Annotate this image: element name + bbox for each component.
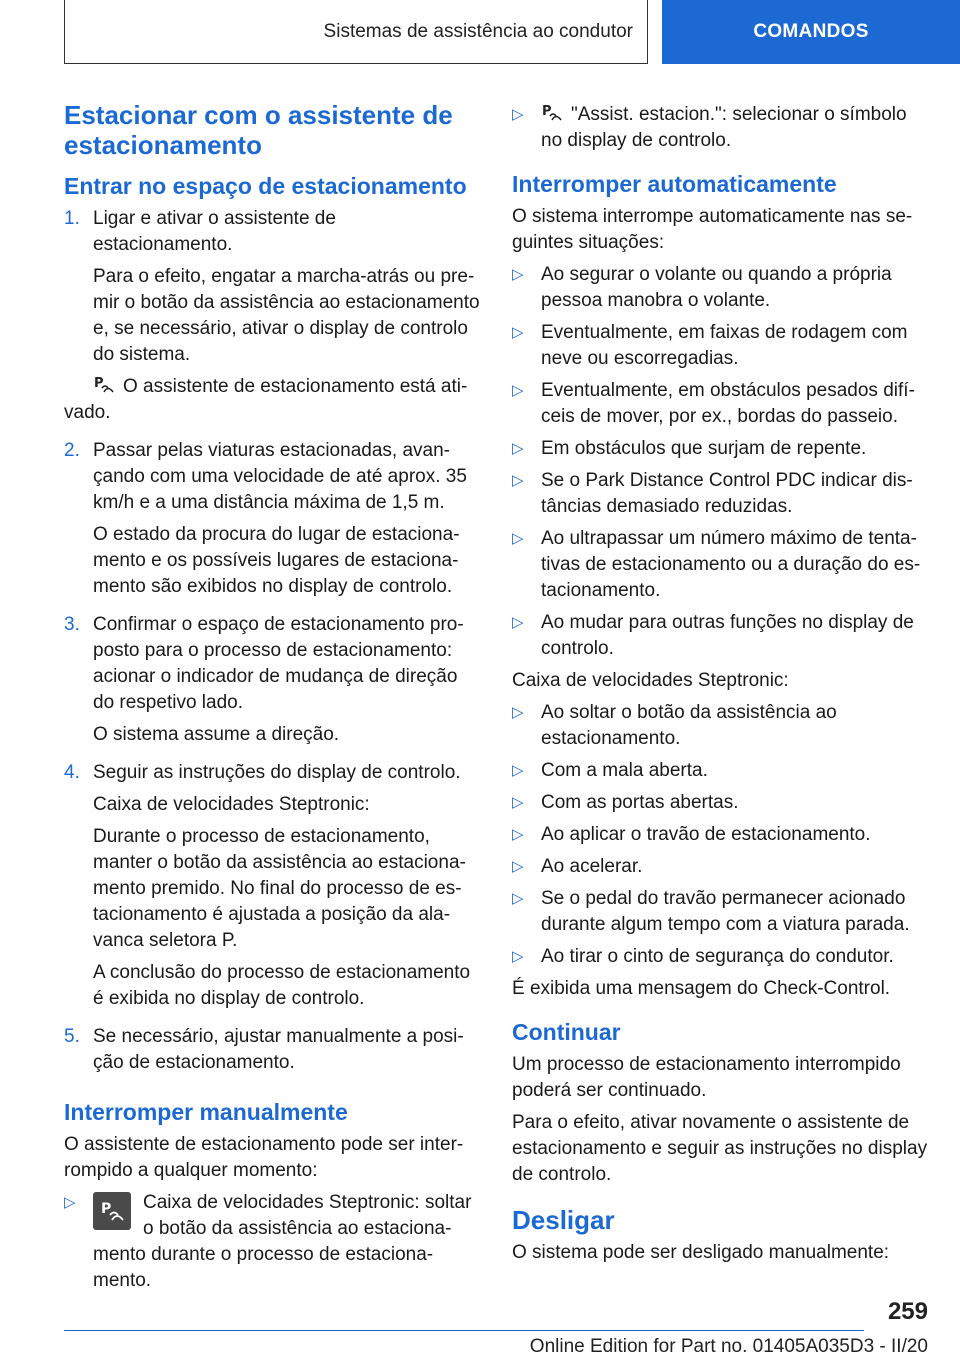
list-item bbox=[512, 262, 928, 314]
bullet-text: Ao mudar para outras funções no display de controlo. bbox=[541, 612, 914, 659]
step-number: 4. bbox=[64, 762, 80, 783]
header-section bbox=[64, 0, 648, 64]
bullet-text: Ao soltar o botão da assistência ao estacionamento. bbox=[541, 702, 837, 749]
step-icon-text: O assistente de estacionamento está ativado. bbox=[64, 376, 468, 423]
heading-enter-space: Entrar no espaço de estacionamento bbox=[64, 173, 467, 199]
list-item bbox=[512, 102, 928, 154]
svg-text:P: P bbox=[542, 104, 552, 119]
step-3 bbox=[64, 612, 480, 754]
list-item bbox=[512, 886, 928, 938]
bullet-text: "Assist. estacion.": selecionar o símbolo no display de controlo. bbox=[541, 104, 907, 151]
step-5 bbox=[64, 1024, 480, 1082]
page-title: Estacionar com o assistente de estacionamento bbox=[64, 100, 453, 160]
list-item bbox=[512, 822, 928, 848]
bullet-text: Ao acelerar. bbox=[541, 856, 643, 877]
list-item bbox=[512, 790, 928, 816]
bullet-triangle-icon: ▷ bbox=[512, 266, 524, 283]
heading-continue: Continuar bbox=[512, 1019, 621, 1045]
bullet-text: Se o pedal do travão permanecer acionado durante algum tempo com a viatura parada. bbox=[541, 888, 910, 935]
list-item bbox=[512, 944, 928, 970]
bullet-triangle-icon: ▷ bbox=[512, 324, 524, 341]
list-item bbox=[64, 1190, 480, 1294]
svg-text:P: P bbox=[94, 376, 104, 391]
step-1 bbox=[64, 206, 480, 432]
list-item bbox=[512, 610, 928, 662]
continue-text-1: Um processo de estacionamento interrompido poderá ser continuado. bbox=[512, 1054, 901, 1101]
step-text: Ligar e ativar o assistente de estacionamento. bbox=[93, 208, 336, 255]
right-column bbox=[512, 102, 928, 1272]
footer-divider bbox=[64, 1330, 864, 1331]
bullet-triangle-icon: ▷ bbox=[512, 794, 524, 811]
bullet-text: Ao aplicar o travão de estacionamento. bbox=[541, 824, 871, 845]
steptronic-list bbox=[512, 700, 928, 970]
step-text: O estado da procura do lugar de estacionamento e os possíveis lugares de estacionamento são exibidos no display de controlo. bbox=[93, 524, 460, 597]
step-icon-line bbox=[64, 374, 480, 426]
left-column bbox=[64, 100, 480, 1300]
bullet-text: Com a mala aberta. bbox=[541, 760, 708, 781]
bullet-triangle-icon: ▷ bbox=[512, 858, 524, 875]
step-4 bbox=[64, 760, 480, 1018]
bullet-text: Eventualmente, em obstáculos pesados difíceis de mover, por ex., bordas do passeio. bbox=[541, 380, 915, 427]
step-text: A conclusão do processo de estacionamento é exibida no display de controlo. bbox=[93, 962, 471, 1009]
bullet-text: Ao segurar o volante ou quando a própria pessoa manobra o volante. bbox=[541, 264, 892, 311]
auto-stop-list bbox=[512, 262, 928, 662]
bullet-triangle-icon: ▷ bbox=[512, 948, 524, 965]
step-text: Se necessário, ajustar manualmente a posição de estacionamento. bbox=[93, 1026, 464, 1073]
bullet-triangle-icon: ▷ bbox=[512, 472, 524, 489]
list-item bbox=[512, 378, 928, 430]
step-text: Durante o processo de estacionamento, manter o botão da assistência ao estacionamento premido. No final do processo de estacionamento é ajustada a posição da alavanca seletora P. bbox=[93, 826, 466, 951]
bullet-text: Ao tirar o cinto de segurança do condutor. bbox=[541, 946, 894, 967]
list-item bbox=[512, 320, 928, 372]
continue-text-2: Para o efeito, ativar novamente o assistente de estacionamento e seguir as instruções no display de controlo. bbox=[512, 1112, 928, 1185]
bullet-triangle-icon: ▷ bbox=[512, 382, 524, 399]
step-number: 3. bbox=[64, 614, 80, 635]
bullet-text: Se o Park Distance Control PDC indicar distâncias demasiado reduzidas. bbox=[541, 470, 913, 517]
step-text: Para o efeito, engatar a marcha-atrás ou premir o botão da assistência ao estacionamento e, se necessário, ativar o display de controlo do sistema. bbox=[93, 266, 480, 365]
park-assist-icon bbox=[541, 102, 563, 124]
manual-stop-intro: O assistente de estacionamento pode ser interrompido a qualquer momento: bbox=[64, 1134, 464, 1181]
bullet-text: Eventualmente, em faixas de rodagem com neve ou escorregadias. bbox=[541, 322, 908, 369]
step-number: 5. bbox=[64, 1026, 80, 1047]
bullet-triangle-icon: ▷ bbox=[512, 440, 524, 457]
steptronic-label: Caixa de velocidades Steptronic: bbox=[512, 670, 789, 691]
bullet-text: Em obstáculos que surjam de repente. bbox=[541, 438, 867, 459]
page-number: 259 bbox=[887, 1298, 928, 1325]
step-text: Passar pelas viaturas estacionadas, avançando com uma velocidade de até aprox. 35 km/h e a uma distância máxima de 1,5 m. bbox=[93, 440, 467, 513]
step-number: 1. bbox=[64, 208, 80, 229]
bullet-text: Com as portas abertas. bbox=[541, 792, 739, 813]
bullet-triangle-icon: ▷ bbox=[512, 704, 524, 721]
bullet-triangle-icon: ▷ bbox=[512, 890, 524, 907]
check-control-message: É exibida uma mensagem do Check-Control. bbox=[512, 978, 891, 999]
list-item bbox=[512, 854, 928, 880]
switch-off-text: O sistema pode ser desligado manualmente: bbox=[512, 1242, 890, 1263]
bullet-triangle-icon: ▷ bbox=[512, 530, 524, 547]
park-assist-icon bbox=[93, 374, 115, 396]
step-text: Confirmar o espaço de estacionamento proposto para o processo de estacionamento: acionar o indicador de mudança de direção do respetivo lado. bbox=[93, 614, 464, 713]
step-text: Caixa de velocidades Steptronic: bbox=[93, 794, 370, 815]
heading-manual-stop: Interromper manualmente bbox=[64, 1099, 348, 1125]
step-text: Seguir as instruções do display de controlo. bbox=[93, 762, 461, 783]
list-item bbox=[512, 436, 928, 462]
header-chapter-label: COMANDOS bbox=[753, 21, 869, 42]
svg-text:P: P bbox=[101, 1201, 112, 1217]
step-2 bbox=[64, 438, 480, 606]
list-item bbox=[512, 468, 928, 520]
header-section-title: Sistemas de assistência ao condutor bbox=[323, 20, 633, 42]
heading-switch-off: Desligar bbox=[512, 1205, 615, 1235]
bullet-triangle-icon: ▷ bbox=[512, 106, 524, 123]
step-text: O sistema assume a direção. bbox=[93, 724, 340, 745]
bullet-triangle-icon: ▷ bbox=[512, 826, 524, 843]
list-item bbox=[512, 758, 928, 784]
bullet-text: Ao ultrapassar um número máximo de tentativas de estacionamento ou a duração do estacionamento. bbox=[541, 528, 921, 601]
step-number: 2. bbox=[64, 440, 80, 461]
list-item bbox=[512, 526, 928, 604]
auto-stop-intro: O sistema interrompe automaticamente nas seguintes situações: bbox=[512, 206, 913, 253]
bullet-triangle-icon: ▷ bbox=[64, 1194, 76, 1211]
list-item bbox=[512, 700, 928, 752]
header-chapter[interactable] bbox=[662, 0, 960, 64]
heading-auto-stop: Interromper automaticamente bbox=[512, 171, 837, 197]
bullet-text: Caixa de velocidades Steptronic: soltar o botão da assistência ao estacionamento durante o processo de estacionamento. bbox=[93, 1192, 472, 1291]
edition-note: Online Edition for Part no. 01405A035D3 - II/20 bbox=[529, 1336, 928, 1357]
bullet-triangle-icon: ▷ bbox=[512, 762, 524, 779]
bullet-triangle-icon: ▷ bbox=[512, 614, 524, 631]
park-assist-button-icon bbox=[93, 1192, 131, 1230]
